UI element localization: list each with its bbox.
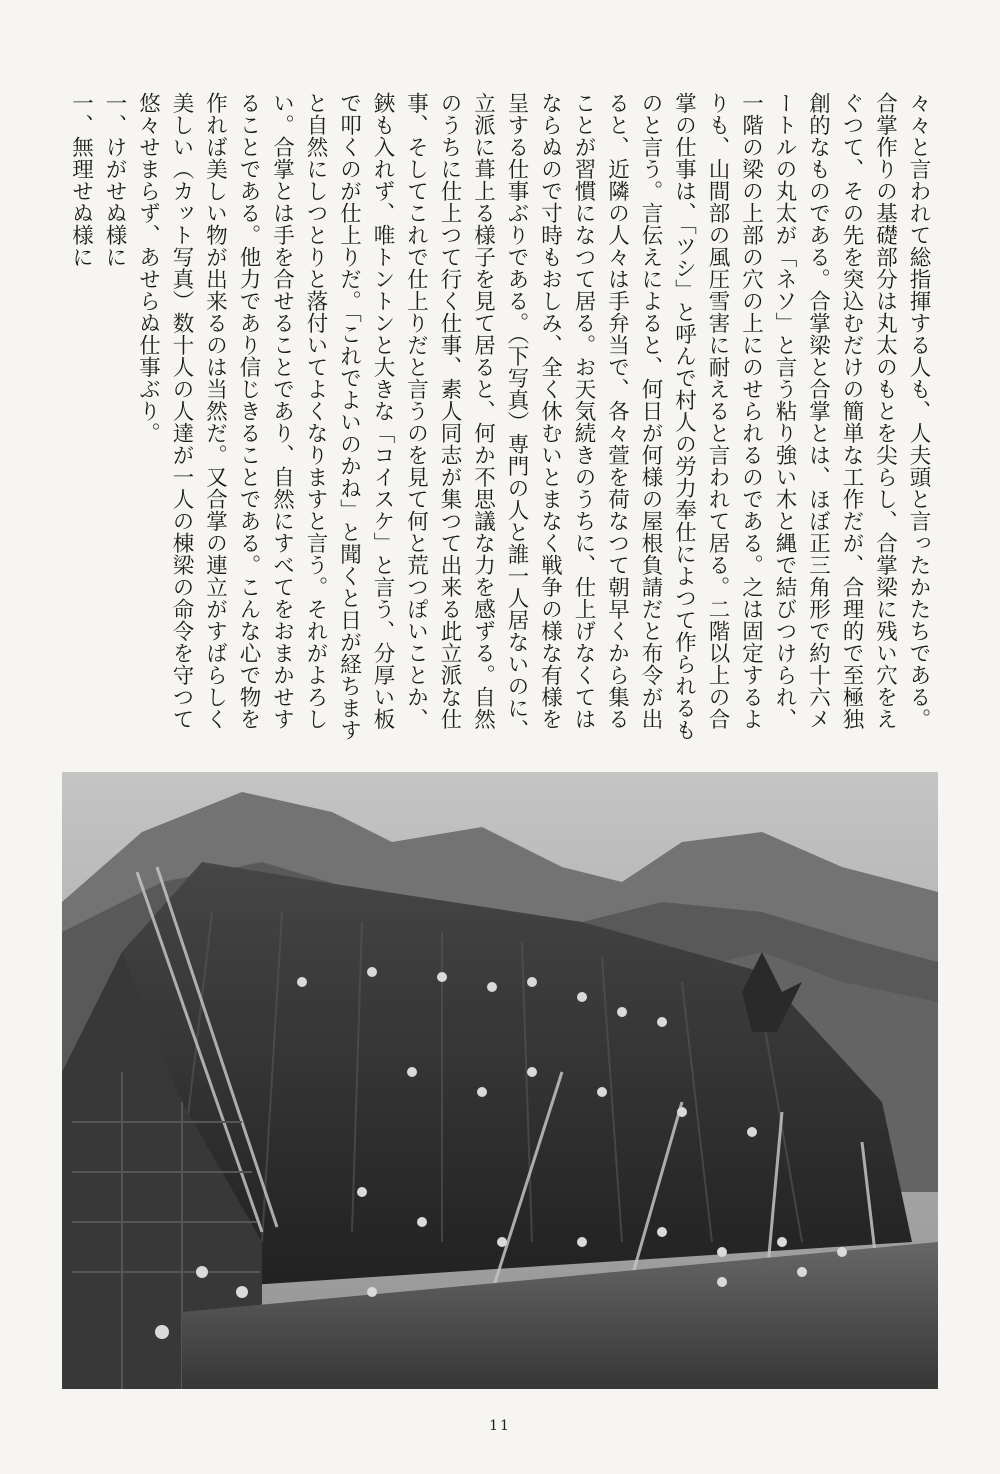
rule-item: 一、無理せぬ様に xyxy=(68,92,94,268)
photograph xyxy=(62,772,938,1389)
rule-item: 一、けがせぬ様に xyxy=(102,92,127,268)
thatched-roof-photo-illustration xyxy=(62,772,938,1389)
page-number: 11 xyxy=(489,1418,511,1434)
body-text xyxy=(68,92,935,742)
paragraph-main: 々々と言われて総指揮する人も、人夫頭と言ったかたちである。合掌作りの基礎部分は丸太のもとを尖らし、合掌梁に残い穴をえぐつて、その先を突込むだけの簡単な工作だが、合理的で至極独創的なものである。合掌梁と合掌とは、ほぼ正三角形で約十六メートルの丸太が「ネソ」と言う粘り強い木と縄で結びつけられ、一階の梁の上部の穴の上にのせられるのである。之は固定するよりも、山間部の風圧雪害に耐えると言われて居る。二階以上の合掌の仕事は、「ツシ」と呼んで村人の労力奉仕によつて作られるものと言う。言伝えによると、何日が何様の屋根負請だと布令が出ると、近隣の人々は手弁当で、各々萱を荷なつて朝早くから集ることが習慣になつて居る。お天気続きのうちに、仕上げなくてはならぬので寸時もおしみ、全く休むいとまなく戦争の様な有様を呈する仕事ぶりである。（下写真）専門の人と誰一人居ないのに、立派に葺上る様子を見て居ると、何か不思議な力を感ずる。自然のうちに仕上つて行く仕事、素人同志が集つて出来る此立派な仕事、そしてこれで仕上りだと言うのを見て何と荒つぽいことか、鋏も入れず、唯トントンと大きな「コイスケ」と言う、分厚い板で叩くのが仕上りだ。「これでよいのかね」と聞くと日が経ちますと自然にしつとりと落付いてよくなりますと言う。それがよろしい。合掌とは手を合せることであり、自然にすべてをおまかせすることである。他力であり信じきることである。こんな心で物を作れば美しい物が出来るのは当然だ。又合掌の連立がすばらしく美しい（カット写真）数十人の人達が一人の棟梁の命令を守つて悠々せまらず、あせらぬ仕事ぶり。 xyxy=(135,92,931,742)
